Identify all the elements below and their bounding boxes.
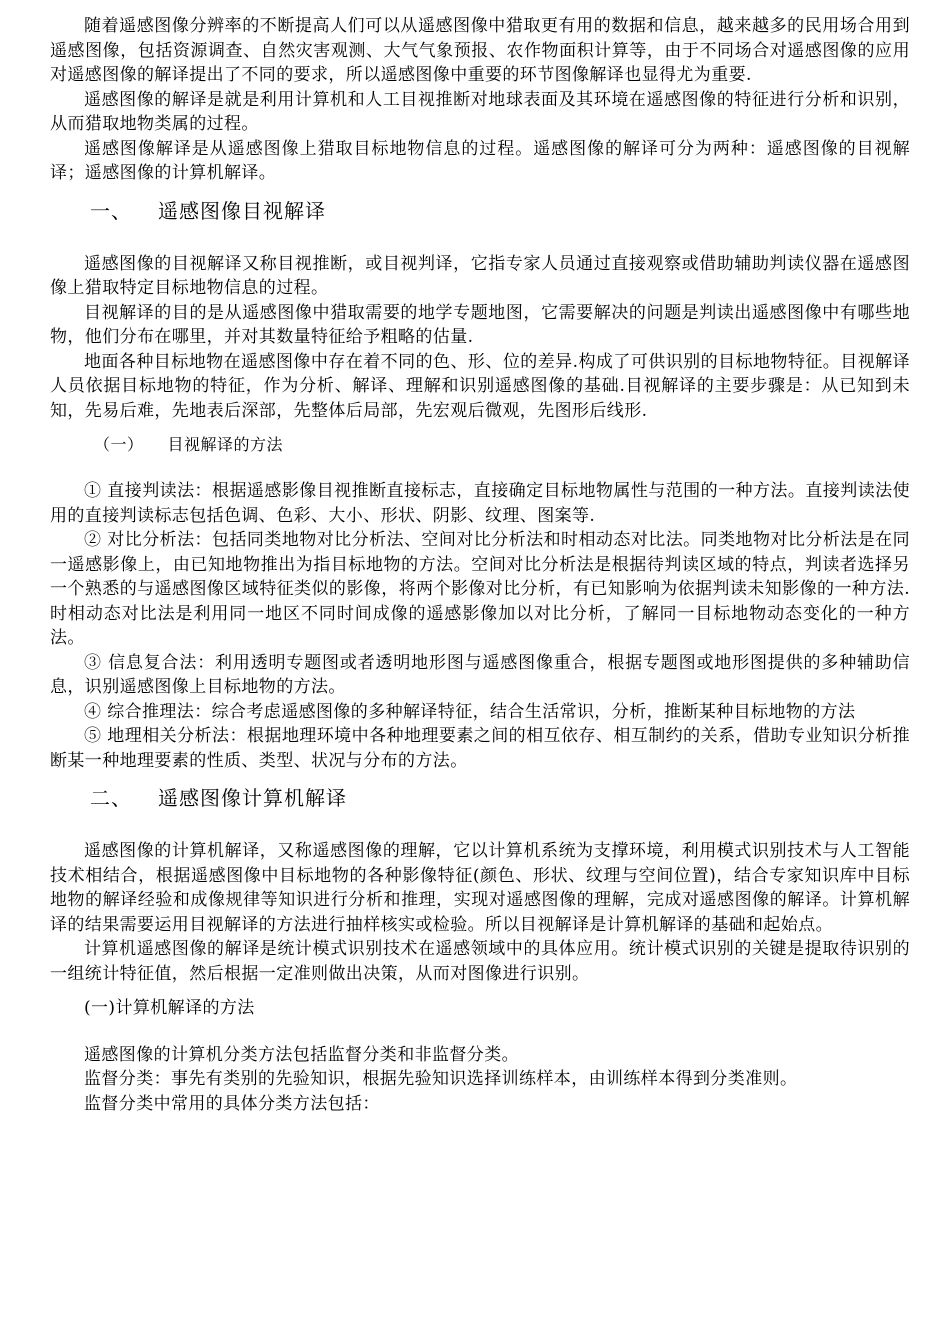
intro-paragraph-1: 随着遥感图像分辨率的不断提高人们可以从遥感图像中猎取更有用的数据和信息，越来越多的民用场合用到遥感图像，包括资源调查、自然灾害观测、大气气象预报、农作物面积计算等，由于不同场合对遥感图像的应用对遥感图像的解译提出了不同的要求，所以遥感图像中重要的环节图像解译也显得尤为重要.	[50, 16, 910, 85]
method-comprehensive-reasoning: ④ 综合推理法：综合考虑遥感图像的多种解译特征，结合生活常识，分析，推断某种目标地物的方法	[84, 701, 856, 722]
document-page	[50, 14, 910, 1116]
method-information-composite: ③ 信息复合法：利用透明专题图或者透明地形图与遥感图像重合，根据专题图或地形图提供的多种辅助信息，识别遥感图像上目标地物的方法。	[50, 652, 910, 697]
section-1-subheading	[94, 433, 910, 457]
method-direct-reading: ① 直接判读法：根据遥感影像目视推断直接标志，直接确定目标地物属性与范围的一种方法。直接判读法使用的直接判读标志包括色调、色彩、大小、形状、阴影、纹理、图案等.	[50, 481, 910, 526]
section-2-paragraph-1: 遥感图像的计算机解译，又称遥感图像的理解，它以计算机系统为支撑环境，利用模式识别技术与人工智能技术相结合，根据遥感图像中目标地物的各种影像特征(颜色、形状、纹理与空间位置)，结合专家知识库中目标地物的解译经验和成像规律等知识进行分析和推理，实现对遥感图像的理解，完成对遥感图像的解译。计算机解译的结果需要运用目视解译的方法进行抽样核实或检验。所以目视解译是计算机解译的基础和起始点。	[50, 841, 910, 935]
section-2-title: 遥感图像计算机解译	[158, 786, 347, 810]
section-1-paragraph-1: 遥感图像的目视解译又称目视推断，或目视判译，它指专家人员通过直接观察或借助辅助判读仪器在遥感图像上猎取特定目标地物信息的过程。	[50, 253, 910, 298]
section-1-sub-number: （一）	[94, 435, 144, 454]
intro-paragraph-2: 遥感图像的解译是就是利用计算机和人工目视推断对地球表面及其环境在遥感图像的特征进行分析和识别，从而猎取地物类属的过程。	[50, 89, 910, 134]
section-1-title: 遥感图像目视解译	[158, 198, 326, 223]
section-2-subheading: (一)计算机解译的方法	[84, 998, 255, 1018]
section-1-paragraph-2: 目视解译的目的是从遥感图像中猎取需要的地学专题地图，它需要解决的问题是判读出遥感图像中有哪些地物，他们分布在哪里，并对其数量特征给予粗略的估量.	[50, 302, 910, 347]
intro-paragraph-3: 遥感图像解译是从遥感图像上猎取目标地物信息的过程。遥感图像的解译可分为两种：遥感图像的目视解译；遥感图像的计算机解译。	[50, 138, 910, 183]
section-2-supervised-definition: 监督分类：事先有类别的先验知识，根据先验知识选择训练样本，由训练样本得到分类准则。	[84, 1069, 798, 1089]
section-2-heading	[90, 785, 910, 811]
section-1-paragraph-3: 地面各种目标地物在遥感图像中存在着不同的色、形、位的差异.构成了可供识别的目标地物特征。目视解译人员依据目标地物的特征，作为分析、解译、理解和识别遥感图像的基础.目视解译的主要步骤是：从已知到未知，先易后难，先地表后深部，先整体后局部，先宏观后微观，先图形后线形.	[50, 351, 910, 421]
section-1-number: 一、	[90, 198, 132, 223]
section-1-sub-title: 目视解译的方法	[167, 435, 284, 454]
section-2-paragraph-2: 计算机遥感图像的解译是统计模式识别技术在遥感领域中的具体应用。统计模式识别的关键是提取待识别的一组统计特征值，然后根据一定准则做出决策，从而对图像进行识别。	[50, 939, 910, 984]
method-comparative-analysis: ② 对比分析法：包括同类地物对比分析法、空间对比分析法和时相动态对比法。同类地物对比分析法是在同一遥感影像上，由已知地物推出为指目标地物的方法。空间对比分析法是根据待判读区域的特点，判读者选择另一个熟悉的与遥感图像区域特征类似的影像，将两个影像对比分析，有已知影响为依据判读未知影像的一种方法.时相动态对比法是利用同一地区不同时间成像的遥感影像加以对比分析，了解同一目标地物动态变化的一种方法。	[50, 530, 910, 648]
section-2-supervised-methods-lead: 监督分类中常用的具体分类方法包括：	[84, 1093, 380, 1114]
method-geographic-correlation: ⑤ 地理相关分析法：根据地理环境中各种地理要素之间的相互依存、相互制约的关系，借助专业知识分析推断某一种地理要素的性质、类型、状况与分布的方法。	[50, 726, 910, 771]
section-2-classification-intro: 遥感图像的计算机分类方法包括监督分类和非监督分类。	[84, 1044, 519, 1065]
section-1-heading	[90, 198, 910, 224]
section-2-number: 二、	[90, 786, 132, 810]
